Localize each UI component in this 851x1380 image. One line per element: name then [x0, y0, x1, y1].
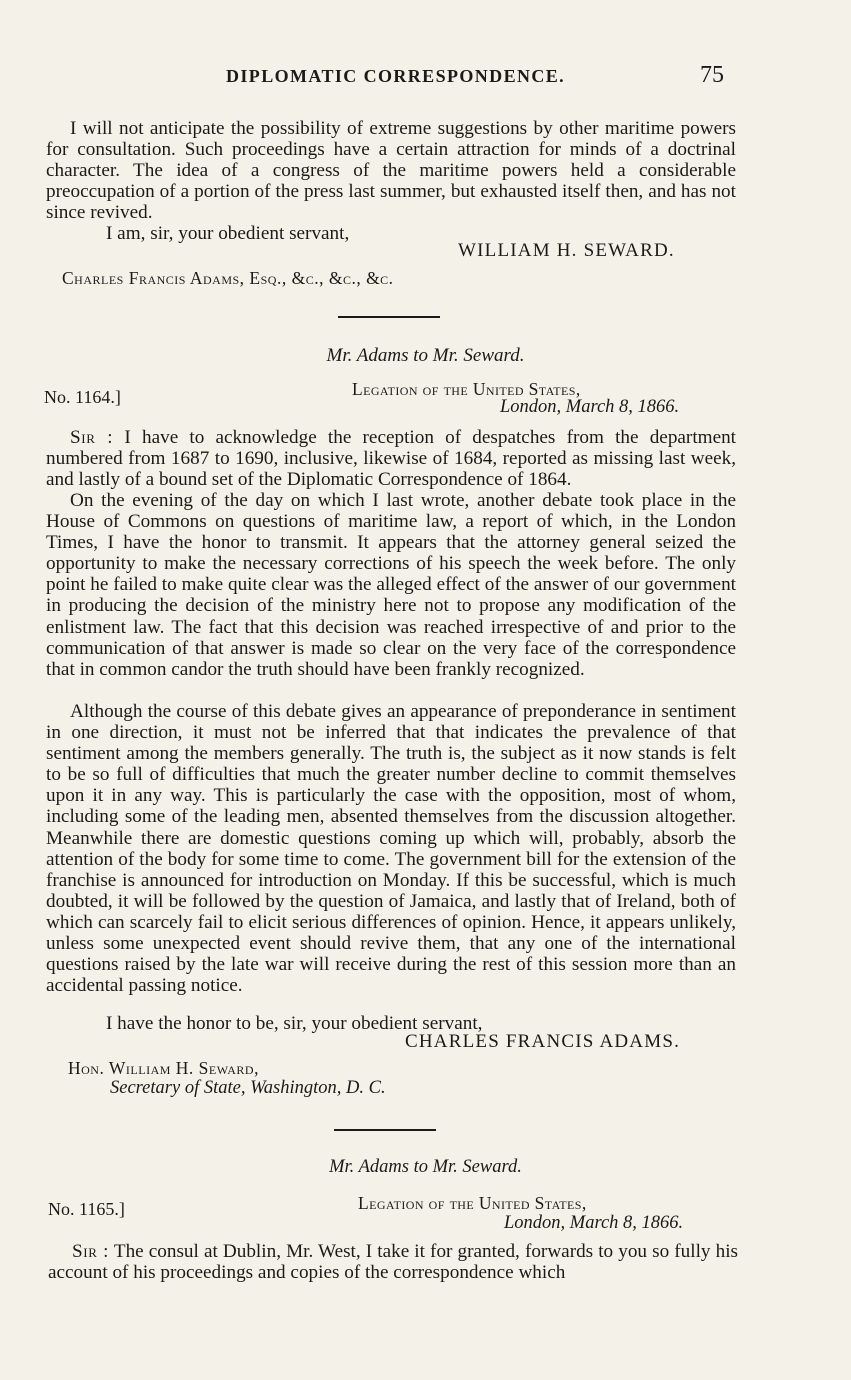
letter2-paragraph-1: [46, 427, 736, 490]
section-divider: [334, 1129, 436, 1131]
letter1-paragraph: I will not anticipate the possibility of extreme suggestions by other maritime powers for consultation. Such proceedings have a certain attraction for minds of a doctrinal character. The idea of a congress of the maritime powers held a considerable preoccupation of a portion of the press last summer, but exhausted itself then, and has not since revived.: [46, 118, 736, 224]
letter3-paragraph-text: The consul at Dublin, Mr. West, I take it for granted, forwards to you so fully his account of his proceedings and copies of the correspondence which: [48, 1241, 738, 1284]
letter2-signature: CHARLES FRANCIS ADAMS.: [405, 1031, 681, 1052]
letter3-heading: Mr. Adams to Mr. Seward.: [329, 1157, 522, 1177]
letter2-heading: Mr. Adams to Mr. Seward.: [326, 345, 525, 366]
letter2-paragraph-2: On the evening of the day on which I last wrote, another debate took place in the House of Commons on questions of maritime law, a report of which, in the London Times, I have the honor to transmit. It appears that the attorney general seized the opportunity to make the necessary corrections of his speech the week before. The only point he failed to make quite clear was the alleged effect of the answer of our government in producing the decision of the ministry here not to propose any modification of the enlistment law. The fact that this decision was reached irrespective of and prior to the communication of that answer is made so clear on the very face of the correspondence that in common candor the truth should have been frankly recognized.: [46, 490, 736, 680]
letter3-salutation: Sir :: [72, 1241, 110, 1262]
letter2-salutation: Sir :: [70, 427, 114, 448]
letter3-dateline: London, March 8, 1866.: [504, 1213, 684, 1233]
section-divider: [338, 316, 440, 318]
letter3-number: No. 1165.]: [48, 1199, 125, 1219]
letter2-legation: Legation of the United States,: [352, 379, 581, 399]
letter3-paragraph: [48, 1241, 738, 1283]
letter2-addressee-title: Secretary of State, Washington, D. C.: [110, 1078, 386, 1098]
letter2-paragraph-3: Although the course of this debate gives an appearance of preponderance in sentiment in one direction, it must not be inferred that that indicates the prevalence of that sentiment among the members generally. The truth is, the subject as it now stands is felt to be so full of difficulties that much the greater number decline to commit themselves upon it in any way. This is particularly the case with the opposition, most of whom, including some of the leading men, absented themselves from the discussion altogether. Meanwhile there are domestic questions coming up which will, probably, absorb the attention of the body for some time to come. The government bill for the extension of the franchise is announced for introduction on Monday. If this be successful, which is much doubted, it will be followed by the question of Jamaica, and lastly that of Ireland, both of which can scarcely fail to elicit serious differences of opinion. Hence, it appears unlikely, unless some unexpected event should revive them, that any one of the international questions raised by the late war will receive during the rest of this session more than an accidental passing notice.: [46, 701, 736, 997]
running-title: DIPLOMATIC CORRESPONDENCE.: [226, 66, 566, 86]
letter2-paragraph-1-text: I have to acknowledge the reception of despatches from the department numbered from 1687 to 1690, inclusive, likewise of 1684, reported as missing last week, and lastly of a bound set of the Diplomatic Correspondence of 1864.: [46, 427, 737, 491]
letter1-signature: WILLIAM H. SEWARD.: [458, 240, 675, 261]
letter2-closing: I have the honor to be, sir, your obedient servant,: [106, 1013, 483, 1034]
letter2-number: No. 1164.]: [44, 387, 121, 407]
letter1-addressee: Charles Francis Adams, Esq., &c., &c., &c.: [62, 268, 394, 288]
letter3-legation: Legation of the United States,: [358, 1193, 587, 1213]
page-header: [0, 62, 851, 90]
letter2-addressee-name: Hon. William H. Seward,: [68, 1058, 259, 1078]
letter2-dateline: London, March 8, 1866.: [500, 397, 680, 417]
letter1-closing: I am, sir, your obedient servant,: [106, 223, 350, 244]
page-number: 75: [700, 62, 724, 88]
